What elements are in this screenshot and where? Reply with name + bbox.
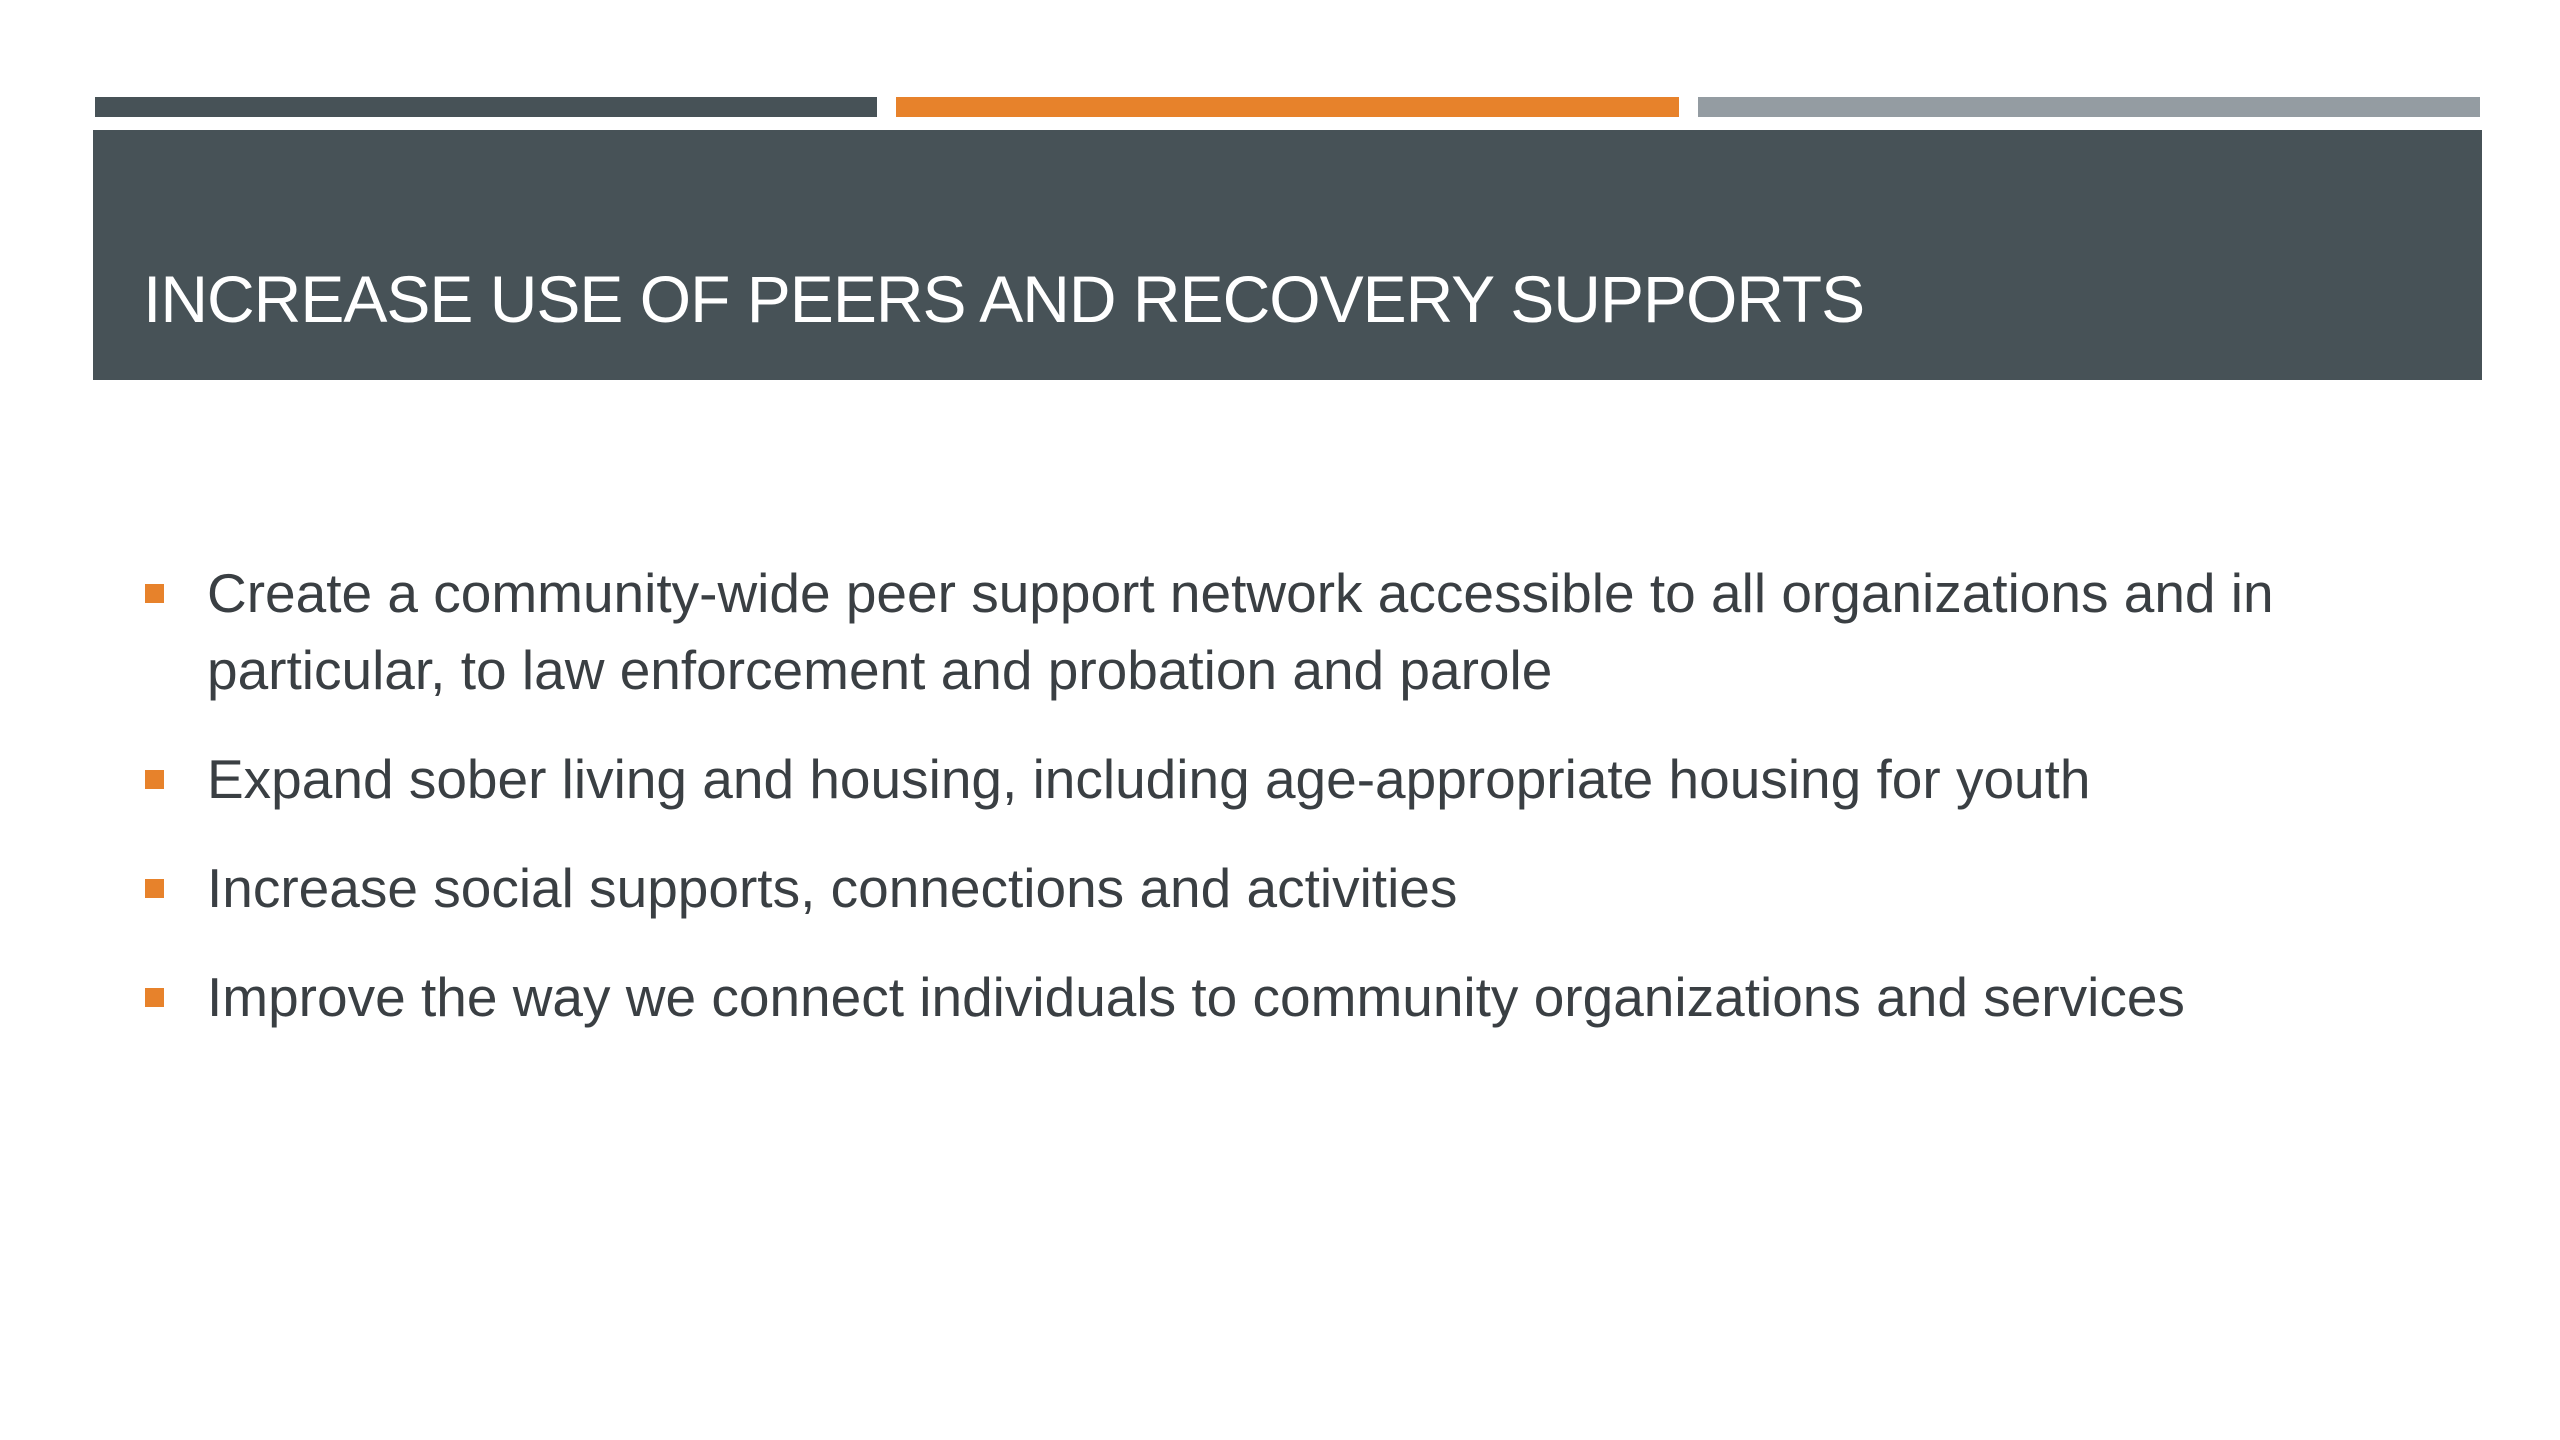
accent-bar-group xyxy=(95,97,2480,117)
slide-content xyxy=(143,555,2443,1068)
bullet-list xyxy=(143,555,2443,1036)
square-bullet-icon xyxy=(145,770,164,789)
bullet-item xyxy=(143,850,2443,927)
bullet-item xyxy=(143,741,2443,818)
bullet-text: Create a community-wide peer support network accessible to all organizations and in particular, to law enforcement and probation and parole xyxy=(207,562,2274,701)
bullet-text: Increase social supports, connections and activities xyxy=(207,857,1458,919)
accent-bar-orange xyxy=(896,97,1679,117)
bullet-text: Improve the way we connect individuals to community organizations and services xyxy=(207,966,2185,1028)
bullet-item xyxy=(143,959,2443,1036)
slide-title: INCREASE USE OF PEERS AND RECOVERY SUPPORTS xyxy=(143,262,1865,336)
square-bullet-icon xyxy=(145,988,164,1007)
accent-bar-dark xyxy=(95,97,877,117)
square-bullet-icon xyxy=(145,879,164,898)
bullet-item xyxy=(143,555,2443,709)
bullet-text: Expand sober living and housing, including age-appropriate housing for youth xyxy=(207,748,2091,810)
accent-bar-gray xyxy=(1698,97,2480,117)
title-band xyxy=(93,130,2482,380)
square-bullet-icon xyxy=(145,584,164,603)
